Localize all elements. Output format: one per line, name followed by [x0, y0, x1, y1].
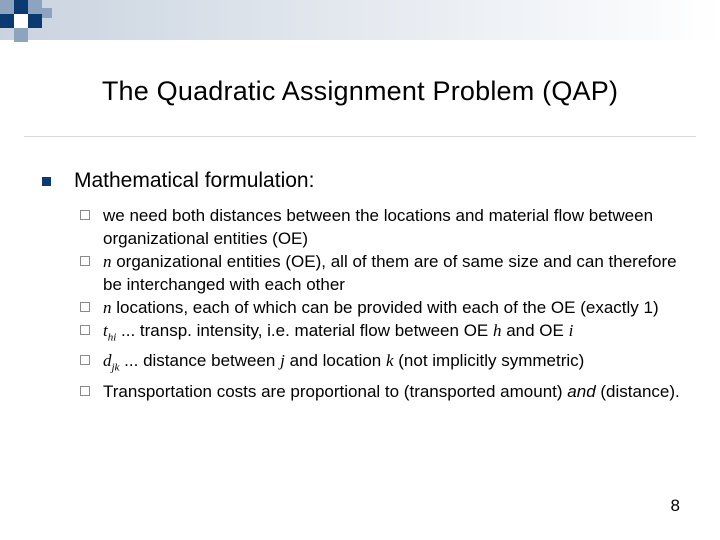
- page-number: 8: [670, 496, 680, 515]
- hollow-square-bullet-icon: [80, 302, 90, 312]
- hollow-square-bullet-icon: [80, 325, 90, 335]
- math-variable: n: [103, 252, 112, 271]
- math-variable: n: [103, 298, 112, 317]
- sub-bullet-text: we need both distances between the locations and material flow between organizational entities (OE): [103, 206, 654, 248]
- hollow-square-bullet-icon: [80, 256, 90, 266]
- sub-bullet-text: (not implicitly symmetric): [393, 351, 585, 371]
- math-variable: k: [385, 351, 394, 371]
- sub-bullet-item: [36, 204, 686, 250]
- sub-bullet-text: organizational entities (OE), all of them are of same size and can therefore be interchanged with each other: [103, 252, 677, 294]
- hollow-square-bullet-icon: [80, 355, 90, 365]
- sub-bullet-text: ... distance between: [119, 351, 281, 371]
- header-band: [0, 0, 720, 40]
- sub-bullet-text: (distance).: [595, 381, 680, 401]
- hollow-square-bullet-icon: [80, 386, 90, 396]
- slide-title: The Quadratic Assignment Problem (QAP): [101, 76, 619, 106]
- divider: [24, 136, 696, 137]
- sub-bullet-text: and OE: [501, 321, 569, 340]
- sub-bullet-item: [36, 319, 686, 349]
- main-bullet-text: Mathematical formulation:: [74, 169, 315, 192]
- sub-bullet-item: [36, 250, 686, 296]
- square-bullet-icon: [42, 177, 51, 186]
- sub-bullet-list: [36, 204, 686, 403]
- sub-bullet-text: and location: [284, 351, 386, 371]
- math-variable: $t_{hi}$: [103, 321, 117, 344]
- math-variable: h: [492, 321, 502, 340]
- sub-bullet-item: [36, 349, 686, 379]
- sub-bullet-item: [36, 380, 686, 403]
- main-bullet-item: [36, 168, 686, 194]
- math-variable: j: [280, 351, 285, 371]
- math-variable: $d_{jk}$: [103, 351, 120, 374]
- sub-bullet-text: Transportation costs are proportional to (transported amount): [103, 381, 568, 401]
- sub-bullet-text: ... transp. intensity, i.e. material flow between OE: [116, 321, 493, 340]
- hollow-square-bullet-icon: [80, 210, 90, 220]
- sub-bullet-text: locations, each of which can be provided with each of the OE (exactly 1): [111, 298, 659, 317]
- content-list: [36, 168, 686, 403]
- sub-bullet-item: [36, 296, 686, 319]
- emphasis-text: and: [567, 381, 596, 401]
- math-variable: i: [568, 321, 574, 340]
